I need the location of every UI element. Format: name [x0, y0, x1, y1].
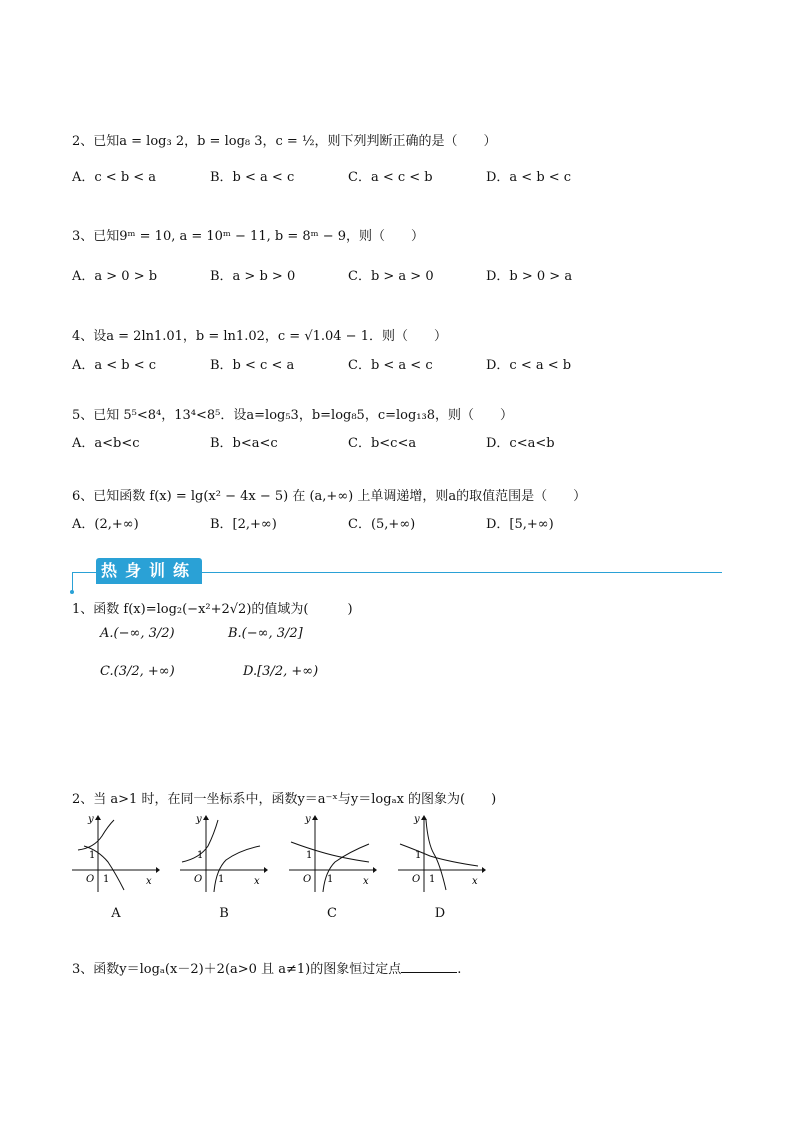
q3-option-d: D．b > 0 > a: [486, 269, 573, 284]
warmup-question-2: 2、当 a>1 时，在同一坐标系中，函数y＝a⁻ˣ与y＝logₐx 的图象为( ): [72, 792, 497, 807]
q4-option-c: C．b < a < c: [348, 358, 433, 373]
graph-b-y-label: y: [196, 814, 202, 825]
warmup-question-1: 1、函数 f(x)=log₂(−x²+2√2)的值域为( ): [72, 602, 353, 617]
answer-blank[interactable]: [401, 960, 457, 973]
w1-option-a: A.(−∞, 3/2): [100, 626, 175, 641]
q2-option-a: A．c < b < a: [72, 170, 157, 185]
graph-c-one-y: 1: [306, 850, 313, 861]
q4-option-a: A．a < b < c: [72, 358, 157, 373]
question-6: 6、已知函数 f(x) = lg(x² − 4x − 5) 在 (a,+∞) 上单调递增，则a的取值范围是（ ）: [72, 489, 587, 504]
q3-option-c: C．b > a > 0: [348, 269, 434, 284]
q2-option-b: B．b < a < c: [210, 170, 295, 185]
q3-option-b: B．a > b > 0: [210, 269, 296, 284]
q6-option-d: D．[5,+∞): [486, 517, 554, 532]
question-2: 2、已知a = log₃ 2，b = log₈ 3，c = ½，则下列判断正确的是（ ）: [72, 134, 497, 149]
w3-text: 3、函数y＝logₐ(x－2)＋2(a>0 且 a≠1)的图象恒过定点: [72, 962, 402, 977]
graph-a-one-x: 1: [103, 874, 110, 885]
graph-d-one-x: 1: [429, 874, 436, 885]
q5-option-a: A．a<b<c: [72, 436, 140, 451]
graph-c-origin: O: [303, 874, 312, 885]
w1-option-c: C.(3/2, +∞): [100, 664, 175, 679]
graph-a-x-label: x: [146, 876, 152, 887]
q6-option-b: B．[2,+∞): [210, 517, 277, 532]
graph-d-y-label: y: [414, 814, 420, 825]
question-3: 3、已知9ᵐ = 10, a = 10ᵐ − 11, b = 8ᵐ − 9，则（ ）: [72, 229, 425, 244]
graph-d-x-label: x: [472, 876, 478, 887]
q6-option-a: A．(2,+∞): [72, 517, 139, 532]
graph-a-y-label: y: [88, 814, 94, 825]
q5-option-c: C．b<c<a: [348, 436, 417, 451]
graph-a: [70, 814, 160, 894]
graph-b-one-x: 1: [218, 874, 225, 885]
q3-option-a: A．a > 0 > b: [72, 269, 158, 284]
graph-d-label: D: [434, 906, 446, 921]
question-4: 4、设a = 2ln1.01，b = ln1.02，c = √1.04 − 1．则（ ）: [72, 329, 447, 344]
q5-option-b: B．b<a<c: [210, 436, 278, 451]
graph-b-x-label: x: [254, 876, 260, 887]
graph-a-one-y: 1: [89, 850, 96, 861]
q2-option-c: C．a < c < b: [348, 170, 433, 185]
w1-option-b: B.(−∞, 3/2]: [228, 626, 303, 641]
warmup-question-3: [72, 958, 461, 977]
section-dot: [70, 590, 74, 594]
graph-a-origin: O: [86, 874, 95, 885]
question-5: 5、已知 5⁵<8⁴，13⁴<8⁵．设a=log₅3，b=log₈5，c=log₁₃8，则（ ）: [72, 408, 513, 423]
q6-option-c: C．(5,+∞): [348, 517, 416, 532]
graph-b-one-y: 1: [197, 850, 204, 861]
graph-c-label: C: [327, 906, 337, 921]
graph-c-one-x: 1: [327, 874, 334, 885]
graph-c-y-label: y: [305, 814, 311, 825]
graph-b: [178, 814, 268, 894]
section-title: 热身训练: [96, 558, 202, 584]
w1-option-d: D.[3/2, +∞): [243, 664, 319, 679]
graph-b-label: B: [219, 906, 229, 921]
q4-option-d: D．c < a < b: [486, 358, 572, 373]
section-tick: [72, 572, 73, 592]
q2-option-d: D．a < b < c: [486, 170, 572, 185]
graph-c-x-label: x: [363, 876, 369, 887]
graph-d-one-y: 1: [415, 850, 422, 861]
graph-c: [287, 814, 377, 894]
graph-b-origin: O: [194, 874, 203, 885]
w3-end: .: [457, 962, 462, 977]
graph-d: [396, 814, 486, 894]
q5-option-d: D．c<a<b: [486, 436, 555, 451]
graph-d-origin: O: [412, 874, 421, 885]
q4-option-b: B．b < c < a: [210, 358, 295, 373]
graph-a-label: A: [111, 906, 121, 921]
